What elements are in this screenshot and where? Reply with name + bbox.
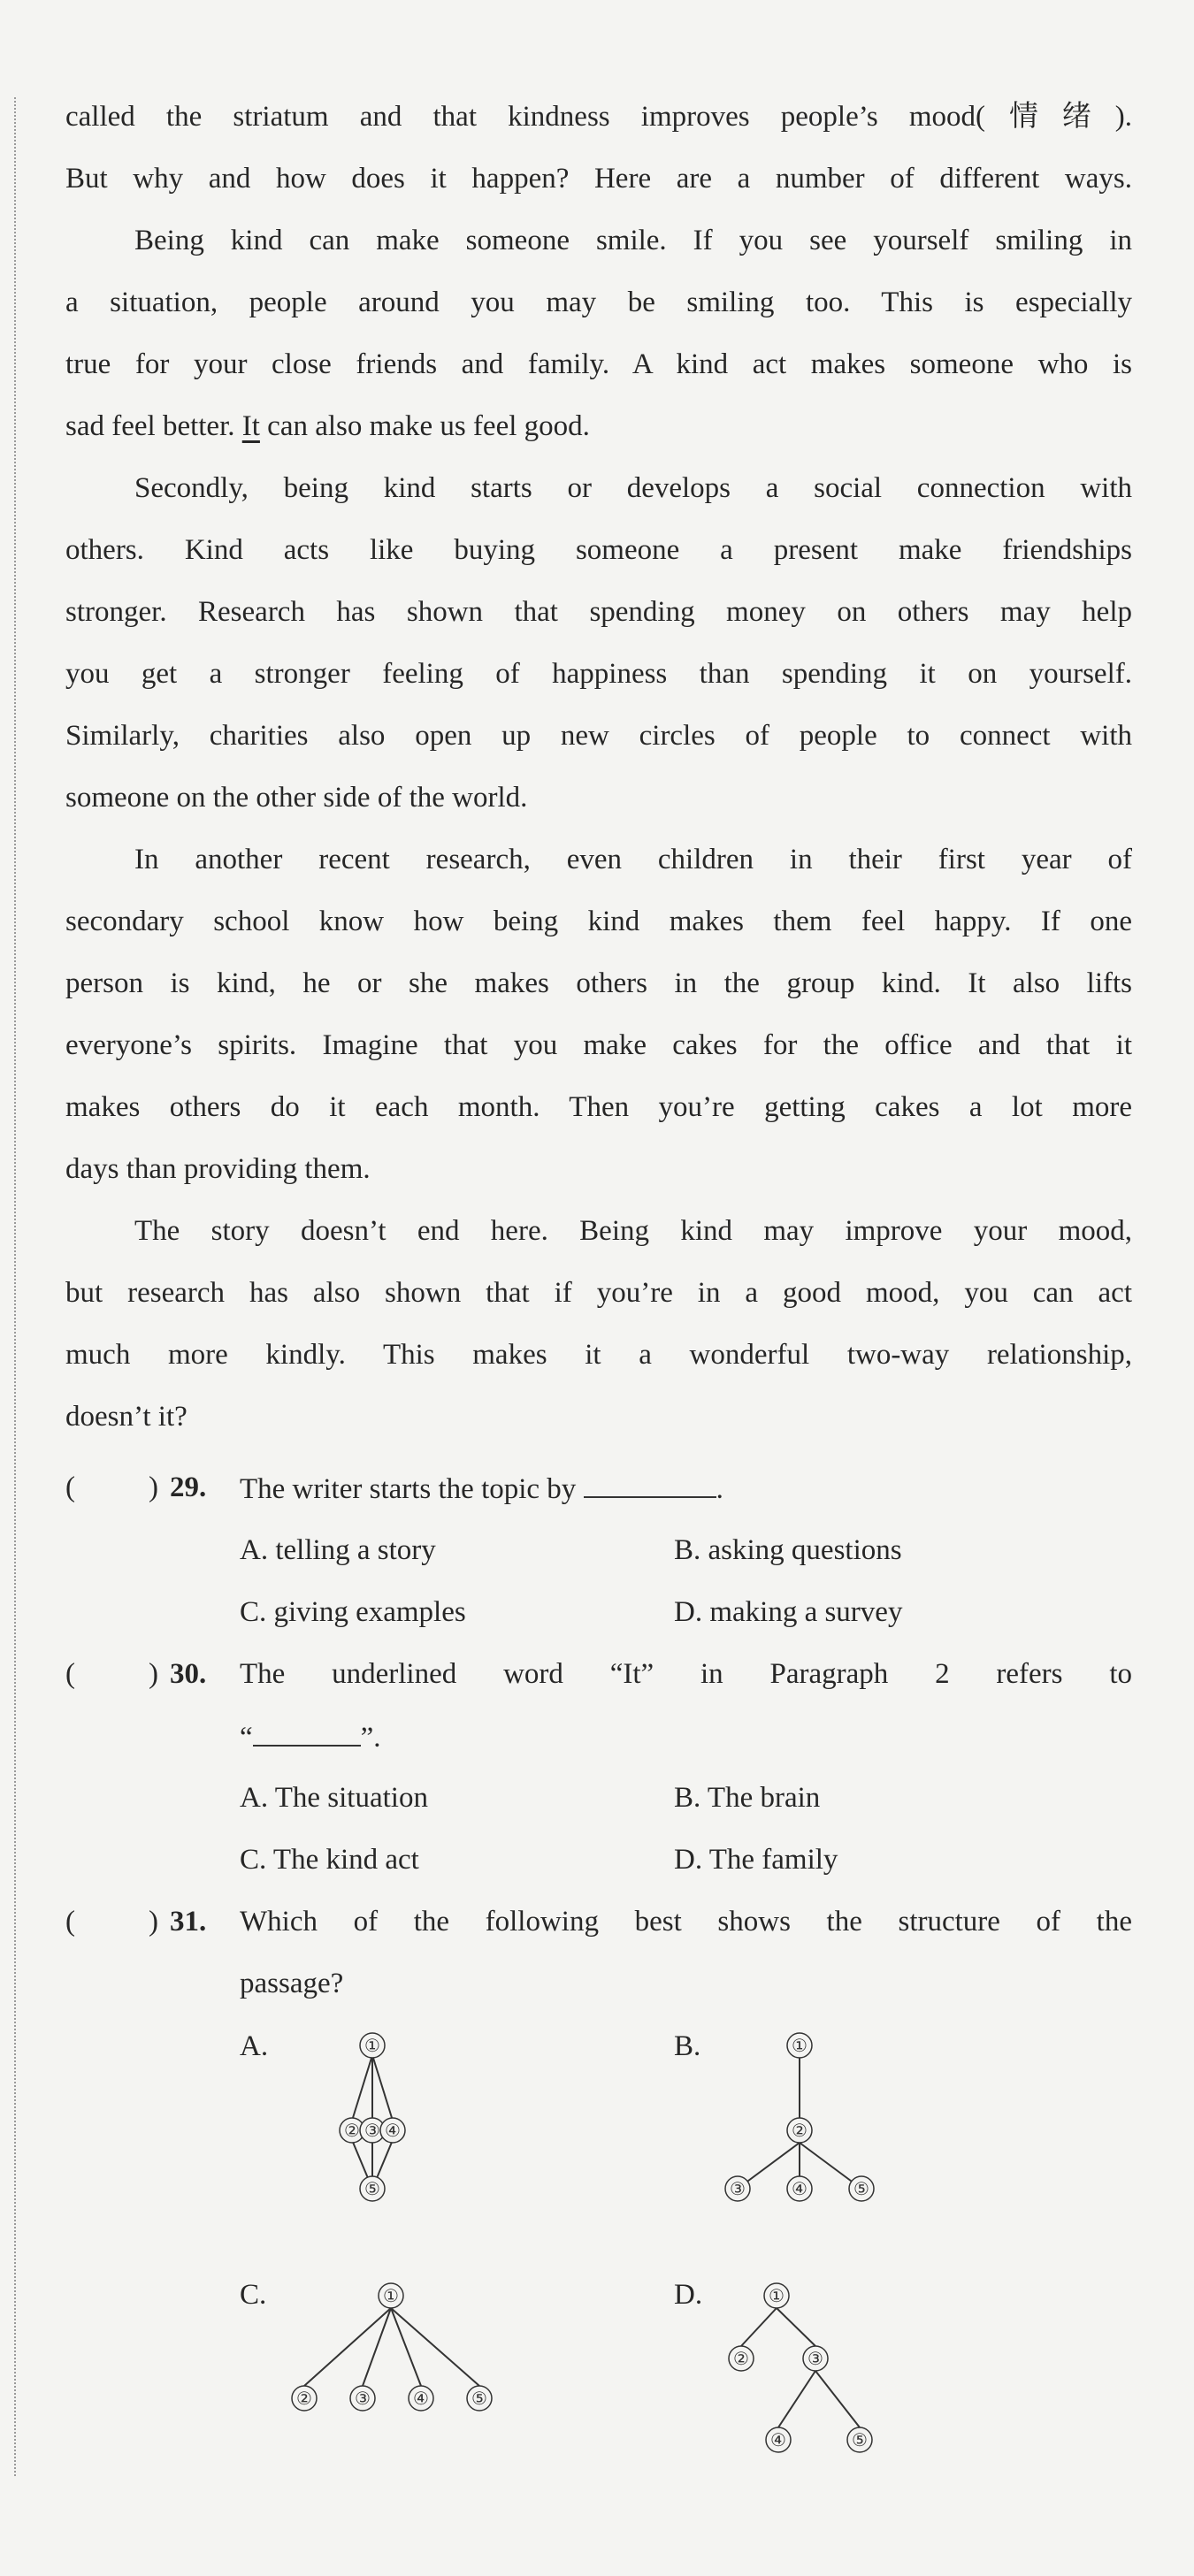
passage-line: much more kindly. This makes it a wonderful two-way relationship, [65,1339,1132,1371]
passage-line: stronger. Research has shown that spending money on others may help [65,596,1132,628]
option-29-b: B. asking questions [674,1534,902,1566]
node-5: ⑤ [852,2429,868,2450]
answer-paren-close: ) [149,1471,158,1503]
node-2: ② [792,2120,807,2141]
node-1: ① [383,2285,399,2306]
option-31-d-label: D. [674,2279,703,2311]
node-4: ④ [792,2178,807,2199]
passage-line: true for your close friends and family. A kind act makes someone who is [65,348,1132,380]
passage-line: But why and how does it happen? Here are a number of different ways. [65,163,1132,195]
node-3: ③ [355,2388,371,2409]
option-29-a: A. telling a story [240,1534,436,1566]
answer-blank [253,1718,361,1747]
question-31-line2 [65,1966,1132,2001]
node-5: ⑤ [364,2178,380,2199]
question-31 [65,1904,1132,1939]
node-5: ⑤ [853,2178,869,2199]
passage-line [65,409,1132,444]
quote-open: “ [240,1722,253,1754]
node-4: ④ [413,2388,429,2409]
node-3: ③ [730,2178,746,2199]
option-29-d: D. making a survey [674,1596,903,1628]
node-2: ② [344,2120,360,2141]
node-2: ② [733,2348,749,2369]
passage-line: others. Kind acts like buying someone a present make friendships [65,534,1132,566]
node-4: ④ [385,2120,401,2141]
passage-line: The story doesn’t end here. Being kind may improve your mood, [134,1215,1132,1247]
option-30-a: A. The situation [240,1782,428,1814]
passage-line: you get a stronger feeling of happiness than spending it on yourself. [65,658,1132,690]
option-30-d: D. The family [674,1844,838,1876]
passage-line: Secondly, being kind starts or develops a social connection with [134,472,1132,504]
option-31-b-label: B. [674,2030,701,2062]
passage-line: person is kind, he or she makes others in the group kind. It also lifts [65,967,1132,999]
answer-paren-open: ( [65,1471,75,1503]
answer-blank [584,1470,716,1498]
passage-line: Similarly, charities also open up new circles of people to connect with [65,720,1132,752]
node-4: ④ [770,2429,786,2450]
page-margin-line [14,97,16,2476]
passage-line: Being kind can make someone smile. If you see yourself smiling in [134,225,1132,256]
passage-text: can also make us feel good. [259,410,590,442]
structure-diagram-b [708,2025,884,2202]
passage-line: secondary school know how being kind makes them feel happy. If one [65,906,1132,937]
answer-paren-close: ) [149,1906,158,1938]
passage-line: called the striatum and that kindness improves people’s mood(情绪). [65,101,1132,133]
node-1: ① [792,2035,807,2056]
question-number: 31. [170,1906,207,1938]
node-5: ⑤ [471,2388,487,2409]
node-2: ② [296,2388,312,2409]
passage-line: doesn’t it? [65,1401,188,1433]
answer-paren-open: ( [65,1658,75,1690]
node-3: ③ [807,2348,823,2369]
passage-line: but research has also shown that if you’re in a good mood, you can act [65,1277,1132,1309]
answer-paren-open: ( [65,1906,75,1938]
question-text [240,1470,1132,1507]
underlined-word: It [241,410,260,442]
question-end: . [716,1473,723,1505]
question-29 [65,1470,1132,1505]
node-3: ③ [364,2120,380,2141]
passage-text: sad feel better. [65,410,242,442]
quote-close: ”. [360,1722,381,1754]
option-30-b: B. The brain [674,1782,821,1814]
question-text: Which of the following best shows the structure of the [240,1906,1132,1938]
structure-diagram-c [283,2275,513,2417]
answer-paren-close: ) [149,1658,158,1690]
question-text: The underlined word “It” in Paragraph 2 refers to [240,1658,1132,1690]
passage-line: days than providing them. [65,1153,371,1185]
question-30-line2 [65,1718,1132,1754]
option-31-c-label: C. [240,2279,267,2311]
option-31-a-label: A. [240,2030,269,2062]
passage-line: someone on the other side of the world. [65,782,528,814]
passage-line: makes others do it each month. Then you’re getting cakes a lot more [65,1091,1132,1123]
question-30 [65,1656,1132,1692]
reading-passage [65,0,1132,1450]
node-1: ① [364,2035,380,2056]
option-29-c: C. giving examples [240,1596,466,1628]
node-1: ① [769,2285,785,2306]
question-number: 29. [170,1471,207,1503]
passage-line: everyone’s spirits. Imagine that you make cakes for the office and that it [65,1029,1132,1061]
structure-diagram-a [327,2025,469,2202]
passage-line: In another recent research, even children in their first year of [134,844,1132,875]
question-number: 30. [170,1658,207,1690]
structure-diagram-d [708,2275,902,2461]
question-stem: The writer starts the topic by [240,1473,577,1505]
option-30-c: C. The kind act [240,1844,419,1876]
question-text-line2: passage? [240,1968,344,1999]
question-text-line2 [240,1718,381,1755]
passage-line: a situation, people around you may be smiling too. This is especially [65,287,1132,318]
